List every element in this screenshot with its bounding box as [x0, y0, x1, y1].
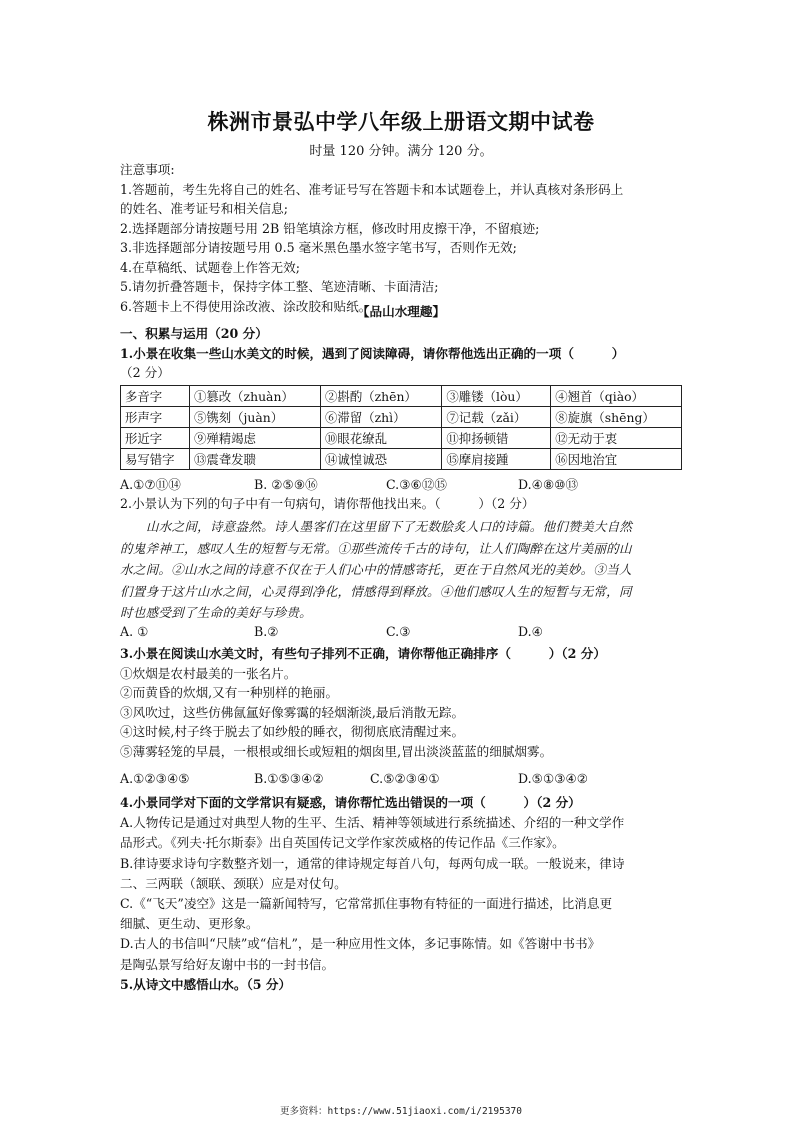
option-b: B. ②⑤⑨⑯: [254, 477, 318, 492]
option-d: D.④: [518, 624, 543, 639]
option-a: A.①⑦⑪⑭: [120, 477, 181, 492]
exam-page: [120, 0, 682, 1124]
table-cell: ⑦记载（zǎi）: [442, 407, 551, 428]
table-row: [121, 386, 682, 407]
table-cell: ⑤镌刻（juàn）: [190, 407, 321, 428]
q1-score: （2 分）: [120, 365, 170, 380]
table-cell: 形近字: [121, 428, 190, 449]
sentence-line: ④这时候,村子终于脱去了如纱般的睡衣，彻彻底底清醒过来。: [120, 724, 465, 739]
table-row: [121, 449, 682, 470]
footer-link[interactable]: 更多资料：https://www.51jiaoxi.com/i/2195370: [280, 1106, 522, 1117]
q4-stem: 4.小景同学对下面的文学常识有疑惑，请你帮忙选出错误的一项（ ）（2 分）: [120, 795, 581, 810]
option-a: A. ①: [120, 624, 149, 639]
option-d: D.⑤①③④②: [518, 771, 589, 786]
choice-line: 是陶弘景写给好友谢中书的一封书信。: [120, 956, 335, 972]
notice-item: 的姓名、准考证号和相关信息;: [120, 201, 288, 216]
section-banner: 【品山水理趣】: [356, 304, 446, 319]
choice-line: C.《“飞天”凌空》这是一篇新闻特写，它常常抓住事物有特征的一面进行描述，比消息更: [120, 896, 613, 912]
table-cell: 形声字: [121, 407, 190, 428]
choice-line: 二、三两联（颔联、颈联）应是对仗句。: [120, 875, 347, 891]
option-c: C.③: [386, 624, 411, 639]
option-b: B.①⑤③④②: [254, 771, 324, 786]
table-cell: ⑮摩肩接踵: [442, 449, 551, 470]
q3-options: [120, 771, 682, 791]
exam-title: 株洲市景弘中学八年级上册语文期中试卷: [207, 109, 595, 134]
q2-stem: 2.小景认为下列的句子中有一句病句，请你帮他找出来。（ ）（2 分）: [120, 496, 535, 511]
table-row: [121, 407, 682, 428]
q2-options: [120, 624, 682, 644]
q1-stem: [120, 344, 682, 364]
notice-item: 5.请勿折叠答题卡，保持字体工整、笔迹清晰、卡面清洁;: [120, 279, 439, 294]
passage-line: 的鬼斧神工，感叹人生的短暂与无常。①那些流传千古的诗句，让人们陶醉在这片美丽的山: [120, 540, 632, 556]
option-b: B.②: [254, 624, 279, 639]
table-row: [121, 428, 682, 449]
choice-line: 细腻、更生动、更形象。: [120, 916, 259, 932]
notice-heading: 注意事项:: [120, 162, 175, 177]
table-cell: ①篡改（zhuàn）: [190, 386, 321, 407]
passage-line: 时也感受到了生命的美好与珍贵。: [120, 605, 312, 620]
q5-stem: 5.从诗文中感悟山水。（5 分）: [120, 976, 292, 992]
q2-passage: [120, 516, 682, 624]
table-cell: ④翘首（qiào）: [551, 386, 682, 407]
choice-line: D.古人的书信叫“尺牍”或“信札”，是一种应用性文体，多记事陈情。如《答谢中书书》: [120, 936, 601, 952]
table-cell: ⑬震聋发聩: [190, 449, 321, 470]
table-cell: ⑫无动于衷: [551, 428, 682, 449]
question-1: [120, 324, 682, 383]
notice-item: 3.非选择题部分请按题号用 0.5 毫米黑色墨水签字笔书写，否则作无效;: [120, 240, 517, 255]
notice-item: 2.选择题部分请按题号用 2B 铅笔填涂方框，修改时用皮擦干净，不留痕迹;: [120, 220, 540, 236]
table-cell: ⑪抑扬顿错: [442, 428, 551, 449]
option-a: A.①②③④⑤: [120, 771, 190, 786]
sentence-line: ①炊烟是农村最美的一张名片。: [120, 665, 297, 681]
question-4: [120, 793, 682, 995]
q1-options: [120, 474, 682, 494]
question-2: [120, 494, 682, 514]
part-heading: 一、积累与运用（20 分）: [120, 326, 268, 341]
q3-stem: 3.小景在阅读山水美文时，有些句子排列不正确，请你帮他正确排序（ ）（2 分）: [120, 646, 606, 661]
table-cell: 易写错字: [121, 449, 190, 470]
notice-item: 1.答题前，考生先将自己的姓名、准考证号写在答题卡和本试题卷上，并认真核对条形码上: [120, 181, 624, 197]
notice-item: 6.答题卡上不得使用涂改液、涂改胶和贴纸。: [120, 298, 372, 314]
table-cell: ③雕镂（lòu）: [442, 386, 551, 407]
notice-section: [120, 160, 682, 316]
table-cell: ⑥滞留（zhì）: [321, 407, 442, 428]
table-cell: ⑭诚惶诚恐: [321, 449, 442, 470]
q1-stem-text: 1.小景在收集一些山水美文的时候，遇到了阅读障碍，请你帮他选出正确的一项（ ）: [120, 345, 625, 361]
table-cell: ⑯因地治宜: [551, 449, 682, 470]
passage-line: 水之间。②山水之间的诗意不仅在于人们心中的情感寄托，更在于自然风光的美妙。③当人: [120, 562, 632, 577]
table-cell: ⑩眼花缭乱: [321, 428, 442, 449]
table-cell: 多音字: [121, 386, 190, 407]
exam-subtitle: 时量 120 分钟。满分 120 分。: [309, 144, 493, 159]
sentence-line: ③风吹过，这些仿佛氤氲好像雾霭的轻烟渐淡,最后消散无踪。: [120, 704, 465, 720]
choice-line: 品形式。《列夫·托尔斯泰》出自英国传记文学作家茨威格的传记作品《三作家》。: [120, 835, 565, 851]
table-cell: ②斟酌（zhēn）: [321, 386, 442, 407]
option-c: C.⑤②③④①: [370, 771, 440, 786]
sentence-line: ⑤薄雾轻笼的早晨，一根根或细长或短粗的烟囱里,冒出淡淡蓝蓝的细腻烟雾。: [120, 743, 553, 759]
passage-line: 们置身于这片山水之间，心灵得到净化，情感得到释放。④他们感叹人生的短暂与无常，同: [120, 583, 632, 599]
notice-item: 4.在草稿纸、试题卷上作答无效;: [120, 259, 300, 275]
sentence-line: ②而黄昏的炊烟,又有一种别样的艳丽。: [120, 685, 339, 700]
passage-line: 山水之间，诗意盎然。诗人墨客们在这里留下了无数脍炙人口的诗篇。他们赞美大自然: [146, 519, 633, 534]
option-d: D.④⑧⑩⑬: [518, 477, 579, 492]
option-c: C.③⑥⑫⑮: [386, 477, 447, 492]
table-cell: ⑨殚精竭虑: [190, 428, 321, 449]
table-cell: ⑧旋旗（shēng）: [551, 407, 682, 428]
question-3: [120, 644, 682, 761]
choice-line: B.律诗要求诗句字数整齐划一，通常的律诗规定每首八句，每两句成一联。一般说来，律诗: [120, 855, 625, 871]
choice-line: A.人物传记是通过对典型人物的生平、生活、精神等领域进行系统描述、介绍的一种文学作: [120, 815, 625, 831]
q1-table: [120, 385, 682, 470]
